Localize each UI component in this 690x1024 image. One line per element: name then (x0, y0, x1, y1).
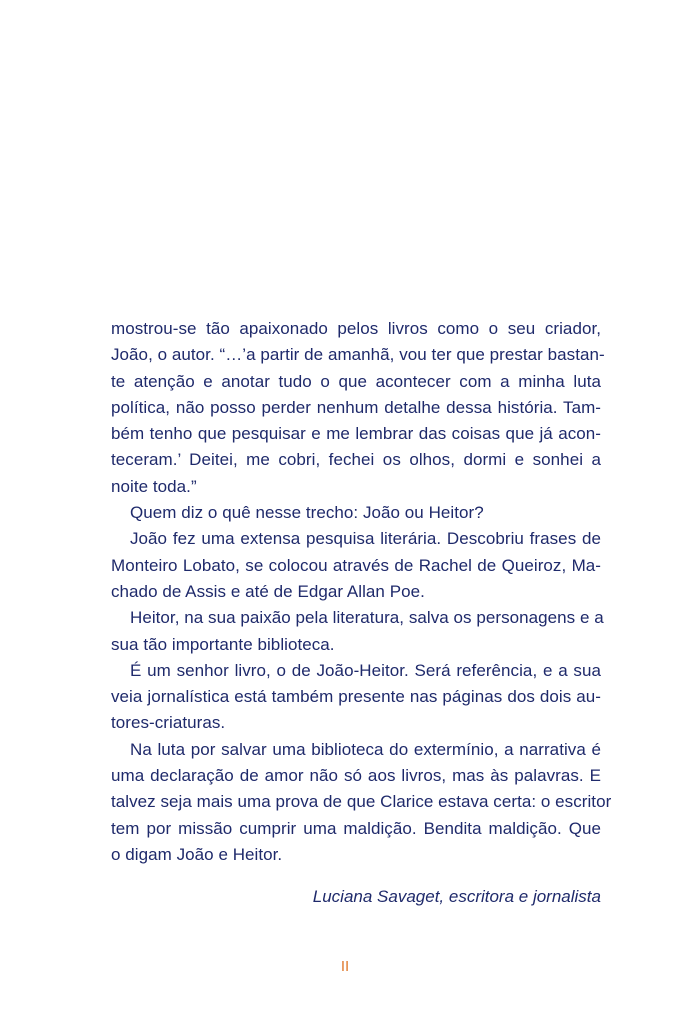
text-line: teceram.’ Deitei, me cobri, fechei os olhos, dormi e sonhei a (111, 450, 601, 470)
paragraph-1 (111, 316, 605, 500)
text-line: É um senhor livro, o de João-Heitor. Será referência, e a sua (130, 660, 601, 680)
paragraph-5 (111, 658, 601, 737)
text-line: bém tenho que pesquisar e me lembrar das coisas que já acon- (111, 424, 601, 444)
text-line: mostrou-se tão apaixonado pelos livros como o seu criador, (111, 319, 601, 338)
text-line: Na luta por salvar uma biblioteca do extermínio, a narrativa é (130, 739, 601, 759)
paragraph-4 (111, 605, 604, 658)
text-line: João fez uma extensa pesquisa literária. Descobriu frases de (130, 529, 601, 549)
text-line: sua tão importante biblioteca. (111, 634, 335, 654)
paragraph-2 (111, 500, 601, 526)
text-line: João, o autor. “…’a partir de amanhã, vou ter que prestar bastan- (111, 345, 605, 365)
text-line: tores-criaturas. (111, 713, 226, 733)
body-text (111, 316, 612, 868)
text-line: noite toda.” (111, 476, 197, 496)
text-line: Heitor, na sua paixão pela literatura, salva os personagens e a (130, 608, 604, 628)
paragraph-6 (111, 737, 612, 868)
text-line: talvez seja mais uma prova de que Clarice estava certa: o escritor (111, 792, 612, 812)
text-line: política, não posso perder nenhum detalhe dessa história. Tam- (111, 397, 601, 417)
text-line: tem por missão cumprir uma maldição. Bendita maldição. Que (111, 818, 601, 838)
page-number: II (340, 958, 350, 975)
text-line: te atenção e anotar tudo o que acontecer com a minha luta (111, 371, 601, 391)
text-line: chado de Assis e até de Edgar Allan Poe. (111, 581, 425, 601)
text-line: uma declaração de amor não só aos livros, mas às palavras. E (111, 766, 601, 786)
text-line: Monteiro Lobato, se colocou através de Rachel de Queiroz, Ma- (111, 555, 601, 575)
text-line: Quem diz o quê nesse trecho: João ou Heitor? (130, 503, 484, 523)
text-line: veia jornalística está também presente nas páginas dos dois au- (111, 687, 601, 707)
text-line: o digam João e Heitor. (111, 844, 283, 864)
paragraph-3 (111, 526, 601, 605)
author-signature: Luciana Savaget, escritora e jornalista (312, 887, 601, 906)
